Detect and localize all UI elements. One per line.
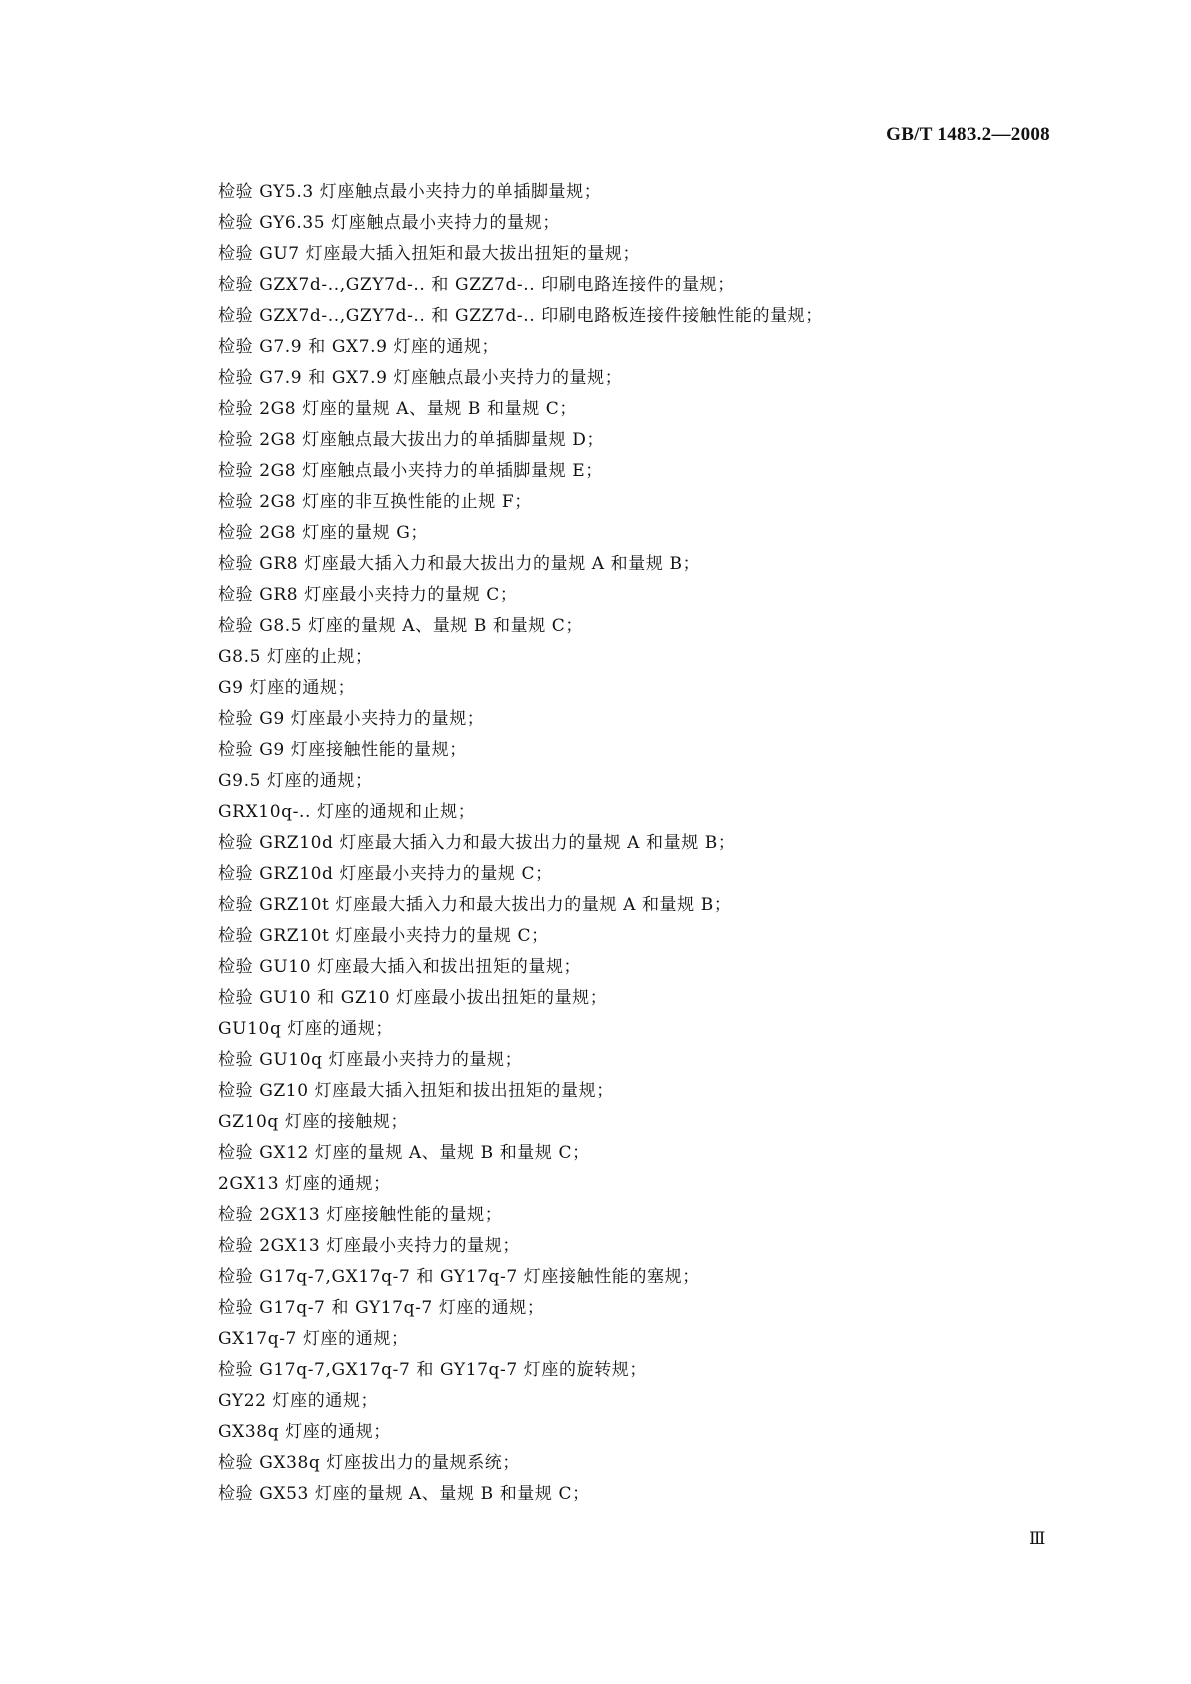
list-item: 检验 GU7 灯座最大插入扭矩和最大拔出扭矩的量规； [218,244,641,264]
list-item: GX38q 灯座的通规； [218,1422,391,1442]
list-item: GRX10q-.. 灯座的通规和止规； [218,802,476,822]
list-item: 2GX13 灯座的通规； [218,1174,391,1194]
list-item: 检验 G7.9 和 GX7.9 灯座触点最小夹持力的量规； [218,368,623,388]
list-item: G9.5 灯座的通规； [218,771,373,791]
list-item: 检验 2GX13 灯座接触性能的量规； [218,1205,503,1225]
list-item: 检验 2G8 灯座的非互换性能的止规 F； [218,492,532,512]
list-item: 检验 2G8 灯座触点最小夹持力的单插脚量规 E； [218,461,603,481]
list-item: 检验 GR8 灯座最小夹持力的量规 C； [218,585,518,605]
list-item: 检验 G8.5 灯座的量规 A、量规 B 和量规 C； [218,616,584,636]
list-item: 检验 GRZ10d 灯座最大插入力和最大拔出力的量规 A 和量规 B； [218,833,736,853]
list-item: 检验 GY5.3 灯座触点最小夹持力的单插脚量规； [218,182,602,202]
page-number: Ⅲ [1029,1529,1045,1548]
list-item: 检验 2G8 灯座的量规 G； [218,523,429,543]
list-item: 检验 GX12 灯座的量规 A、量规 B 和量规 C； [218,1143,590,1163]
list-item: 检验 GX53 灯座的量规 A、量规 B 和量规 C； [218,1484,590,1504]
list-item: 检验 GR8 灯座最大插入力和最大拔出力的量规 A 和量规 B； [218,554,701,574]
list-item: 检验 GZX7d-..,GZY7d-.. 和 GZZ7d-.. 印刷电路板连接件接触性能的量规； [218,306,823,326]
standard-number-header: GB/T 1483.2—2008 [886,124,1050,145]
list-item: GX17q-7 灯座的通规； [218,1329,409,1349]
list-item: 检验 GX38q 灯座拔出力的量规系统； [218,1453,521,1473]
list-item: 检验 G17q-7 和 GY17q-7 灯座的通规； [218,1298,545,1318]
list-item: 检验 GU10q 灯座最小夹持力的量规； [218,1050,523,1070]
list-item: GZ10q 灯座的接触规； [218,1112,409,1132]
list-item: G9 灯座的通规； [218,678,356,698]
list-item: 检验 G7.9 和 GX7.9 灯座的通规； [218,337,500,357]
list-item: 检验 2G8 灯座触点最大拔出力的单插脚量规 D； [218,430,605,450]
list-item: 检验 GU10 和 GZ10 灯座最小拔出扭矩的量规； [218,988,608,1008]
list-item: GU10q 灯座的通规； [218,1019,394,1039]
list-item: G8.5 灯座的止规； [218,647,373,667]
list-item: 检验 2GX13 灯座最小夹持力的量规； [218,1236,520,1256]
list-item: GY22 灯座的通规； [218,1391,379,1411]
list-item: 检验 G9 灯座接触性能的量规； [218,740,467,760]
list-item: 检验 GZX7d-..,GZY7d-.. 和 GZZ7d-.. 印刷电路连接件的量规； [218,275,735,295]
list-item: 检验 GU10 灯座最大插入和拔出扭矩的量规； [218,957,582,977]
list-item: 检验 GY6.35 灯座触点最小夹持力的量规； [218,213,560,233]
list-item: 检验 GRZ10t 灯座最小夹持力的量规 C； [218,926,549,946]
list-item: 检验 2G8 灯座的量规 A、量规 B 和量规 C； [218,399,578,419]
list-item: 检验 G17q-7,GX17q-7 和 GY17q-7 灯座的旋转规； [218,1360,648,1380]
list-item: 检验 GRZ10d 灯座最小夹持力的量规 C； [218,864,553,884]
list-item: 检验 GRZ10t 灯座最大插入力和最大拔出力的量规 A 和量规 B； [218,895,732,915]
list-item: 检验 G17q-7,GX17q-7 和 GY17q-7 灯座接触性能的塞规； [218,1267,700,1287]
gauge-list [218,177,1068,1510]
list-item: 检验 G9 灯座最小夹持力的量规； [218,709,485,729]
list-item: 检验 GZ10 灯座最大插入扭矩和拔出扭矩的量规； [218,1081,614,1101]
